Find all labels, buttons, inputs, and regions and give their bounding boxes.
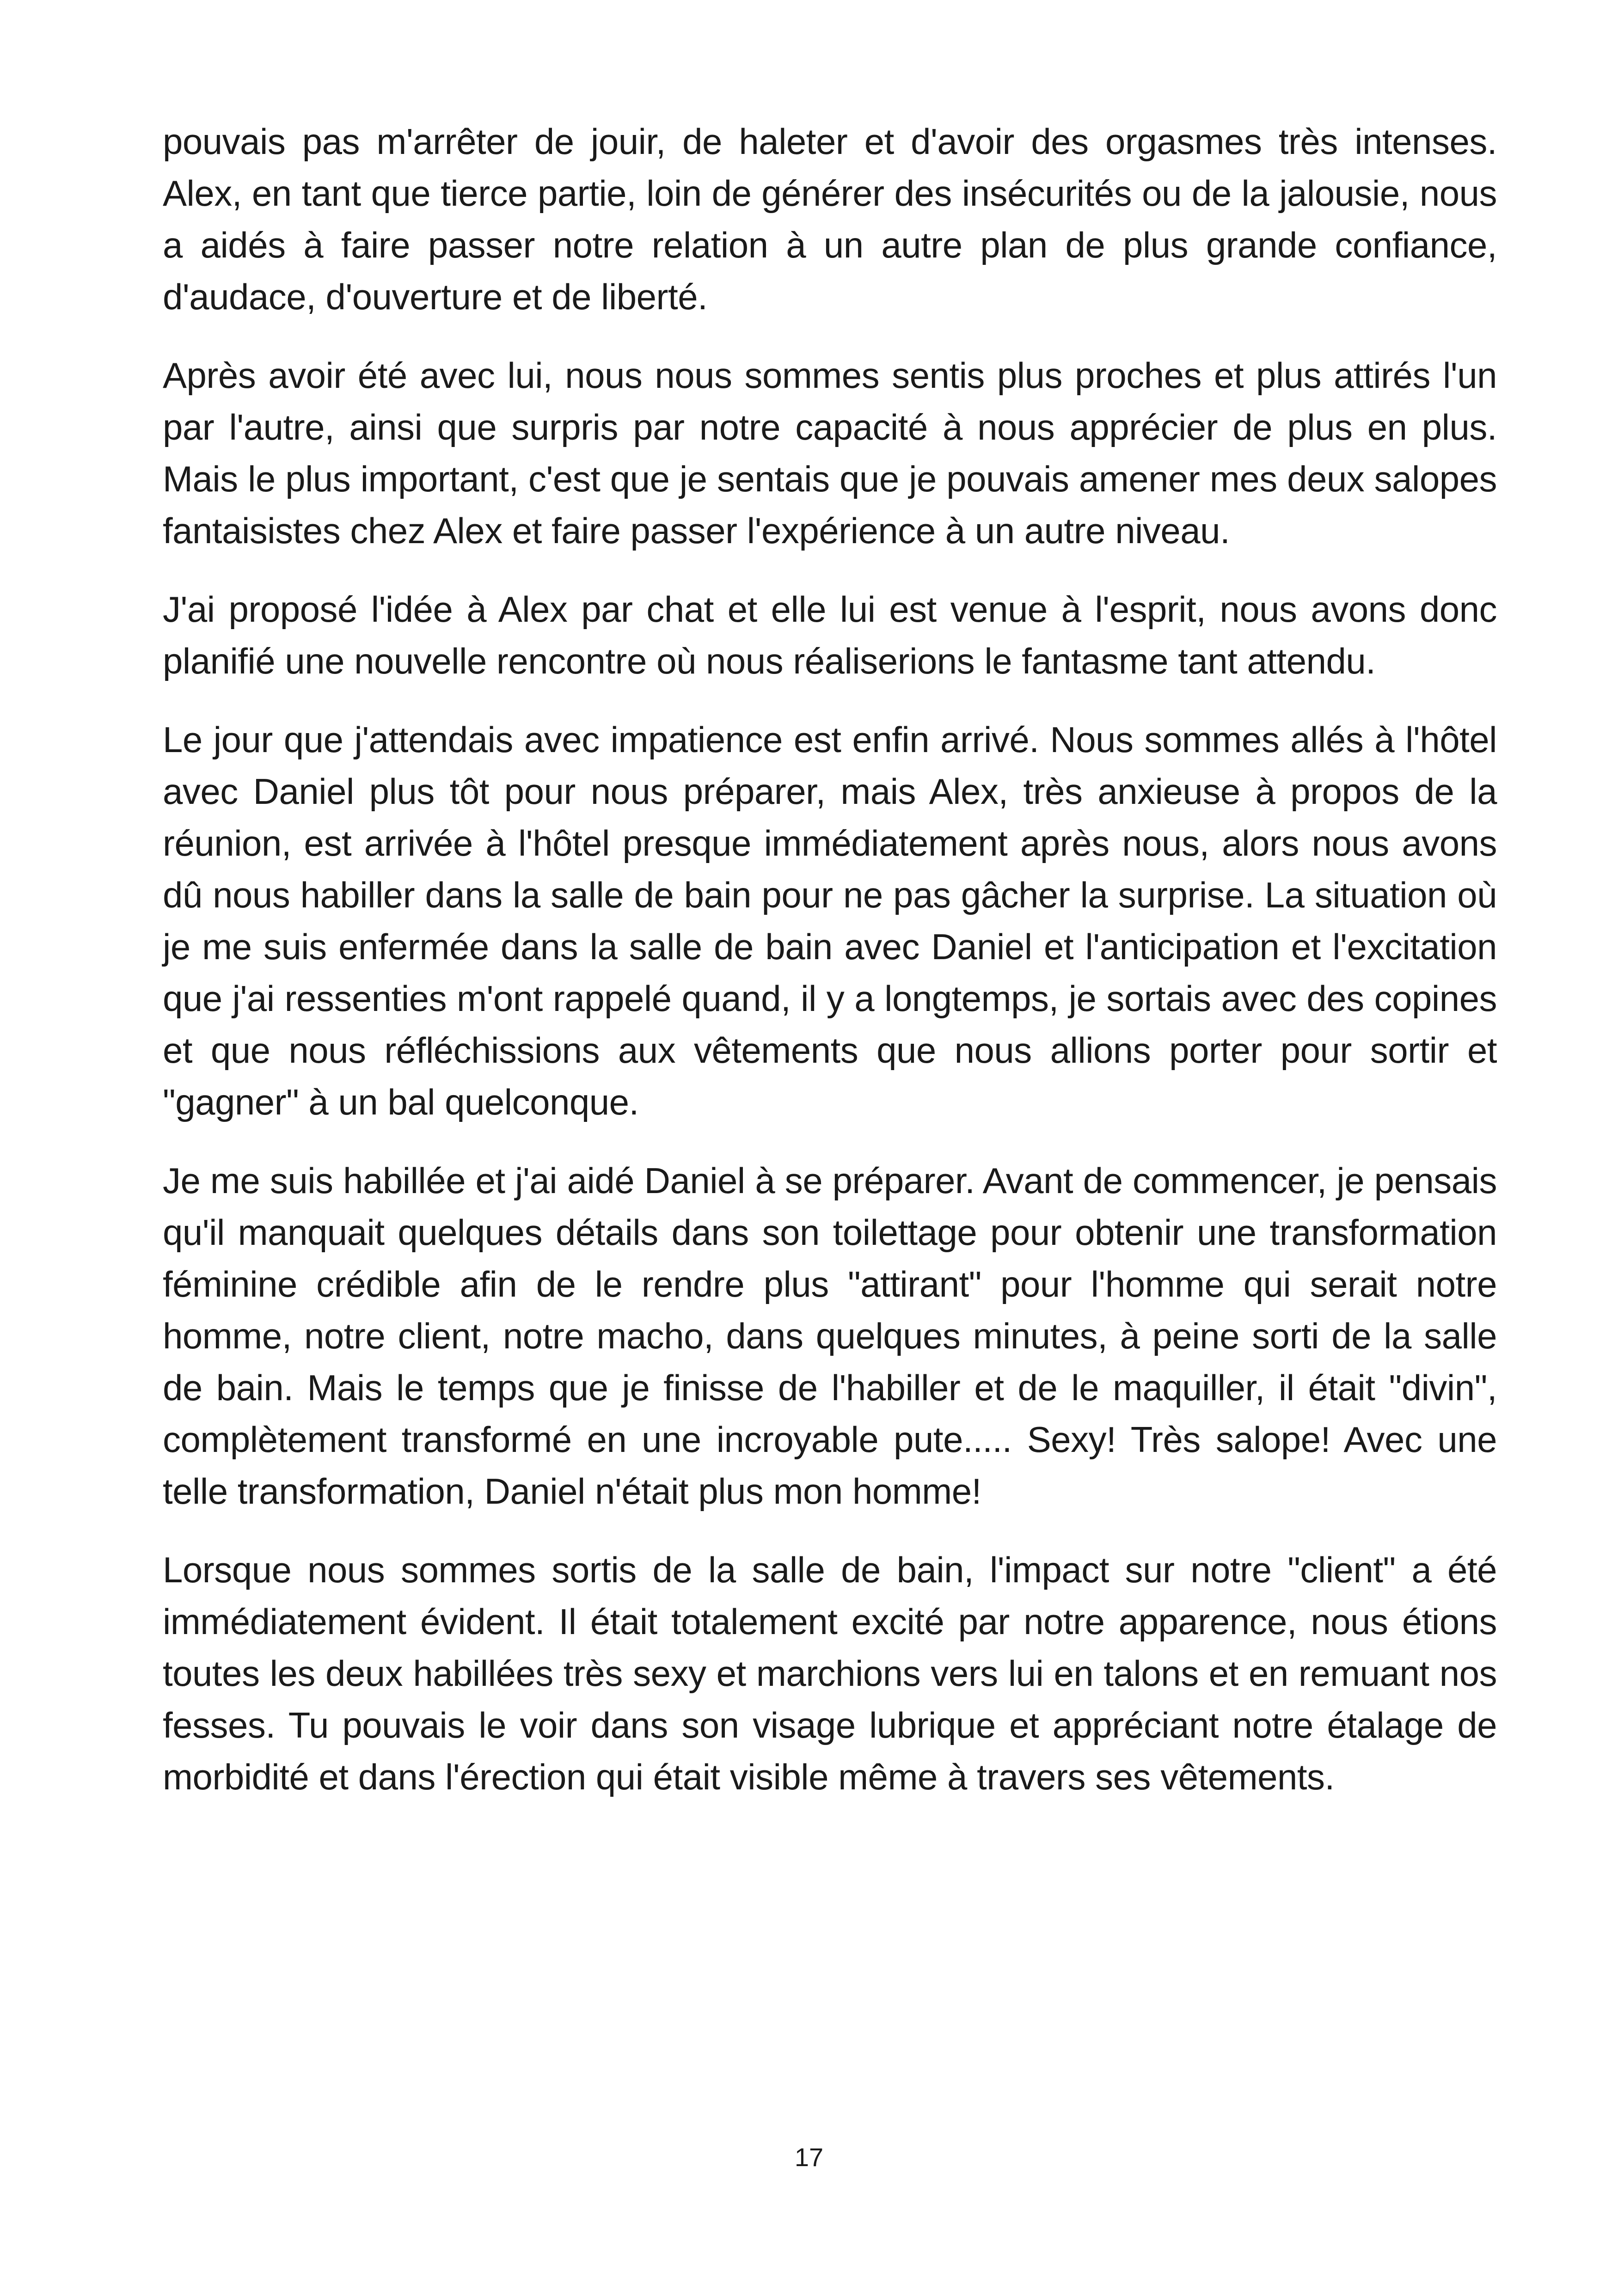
paragraph-3: J'ai proposé l'idée à Alex par chat et elle lui est venue à l'esprit, nous avons donc planifié une nouvelle rencontre où nous réaliserions le fantasme tant attendu.	[163, 589, 1497, 681]
page-number: 17	[794, 2143, 824, 2172]
paragraph-2: Après avoir été avec lui, nous nous sommes sentis plus proches et plus attirés l'un par l'autre, ainsi que surpris par notre capacité à nous apprécier de plus en plus. Mais le plus important, c'est que je sentais que je pouvais amener mes deux salopes fantaisistes chez Alex et faire passer l'expérience à un autre niveau.	[163, 355, 1497, 551]
paragraph-4: Le jour que j'attendais avec impatience est enfin arrivé. Nous sommes allés à l'hôtel avec Daniel plus tôt pour nous préparer, mais Alex, très anxieuse à propos de la réunion, est arrivée à l'hôtel presque immédiatement après nous, alors nous avons dû nous habiller dans la salle de bain pour ne pas gâcher la surprise. La situation où je me suis enfermée dans la salle de bain avec Daniel et l'anticipation et l'excitation que j'ai ressenties m'ont rappelé quand, il y a longtemps, je sortais avec des copines et que nous réfléchissions aux vêtements que nous allions porter pour sortir et "gagner" à un bal quelconque.	[163, 719, 1497, 1122]
body-text	[163, 116, 1497, 1830]
paragraph-6: Lorsque nous sommes sortis de la salle de bain, l'impact sur notre "client" a été immédiatement évident. Il était totalement excité par notre apparence, nous étions toutes les deux habillées très sexy et marchions vers lui en talons et en remuant nos fesses. Tu pouvais le voir dans son visage lubrique et appréciant notre étalage de morbidité et dans l'érection qui était visible même à travers ses vêtements.	[163, 1549, 1497, 1797]
paragraph-1: pouvais pas m'arrêter de jouir, de haleter et d'avoir des orgasmes très intenses. Alex, en tant que tierce partie, loin de générer des insécurités ou de la jalousie, nous a aidés à faire passer notre relation à un autre plan de plus grande confiance, d'audace, d'ouverture et de liberté.	[163, 121, 1497, 317]
paragraph-5: Je me suis habillée et j'ai aidé Daniel à se préparer. Avant de commencer, je pensais qu'il manquait quelques détails dans son toilettage pour obtenir une transformation féminine crédible afin de le rendre plus "attirant" pour l'homme qui serait notre homme, notre client, notre macho, dans quelques minutes, à peine sorti de la salle de bain. Mais le temps que je finisse de l'habiller et de le maquiller, il était "divin", complètement transformé en une incroyable pute..... Sexy! Très salope! Avec une telle transformation, Daniel n'était plus mon homme!	[163, 1160, 1497, 1512]
